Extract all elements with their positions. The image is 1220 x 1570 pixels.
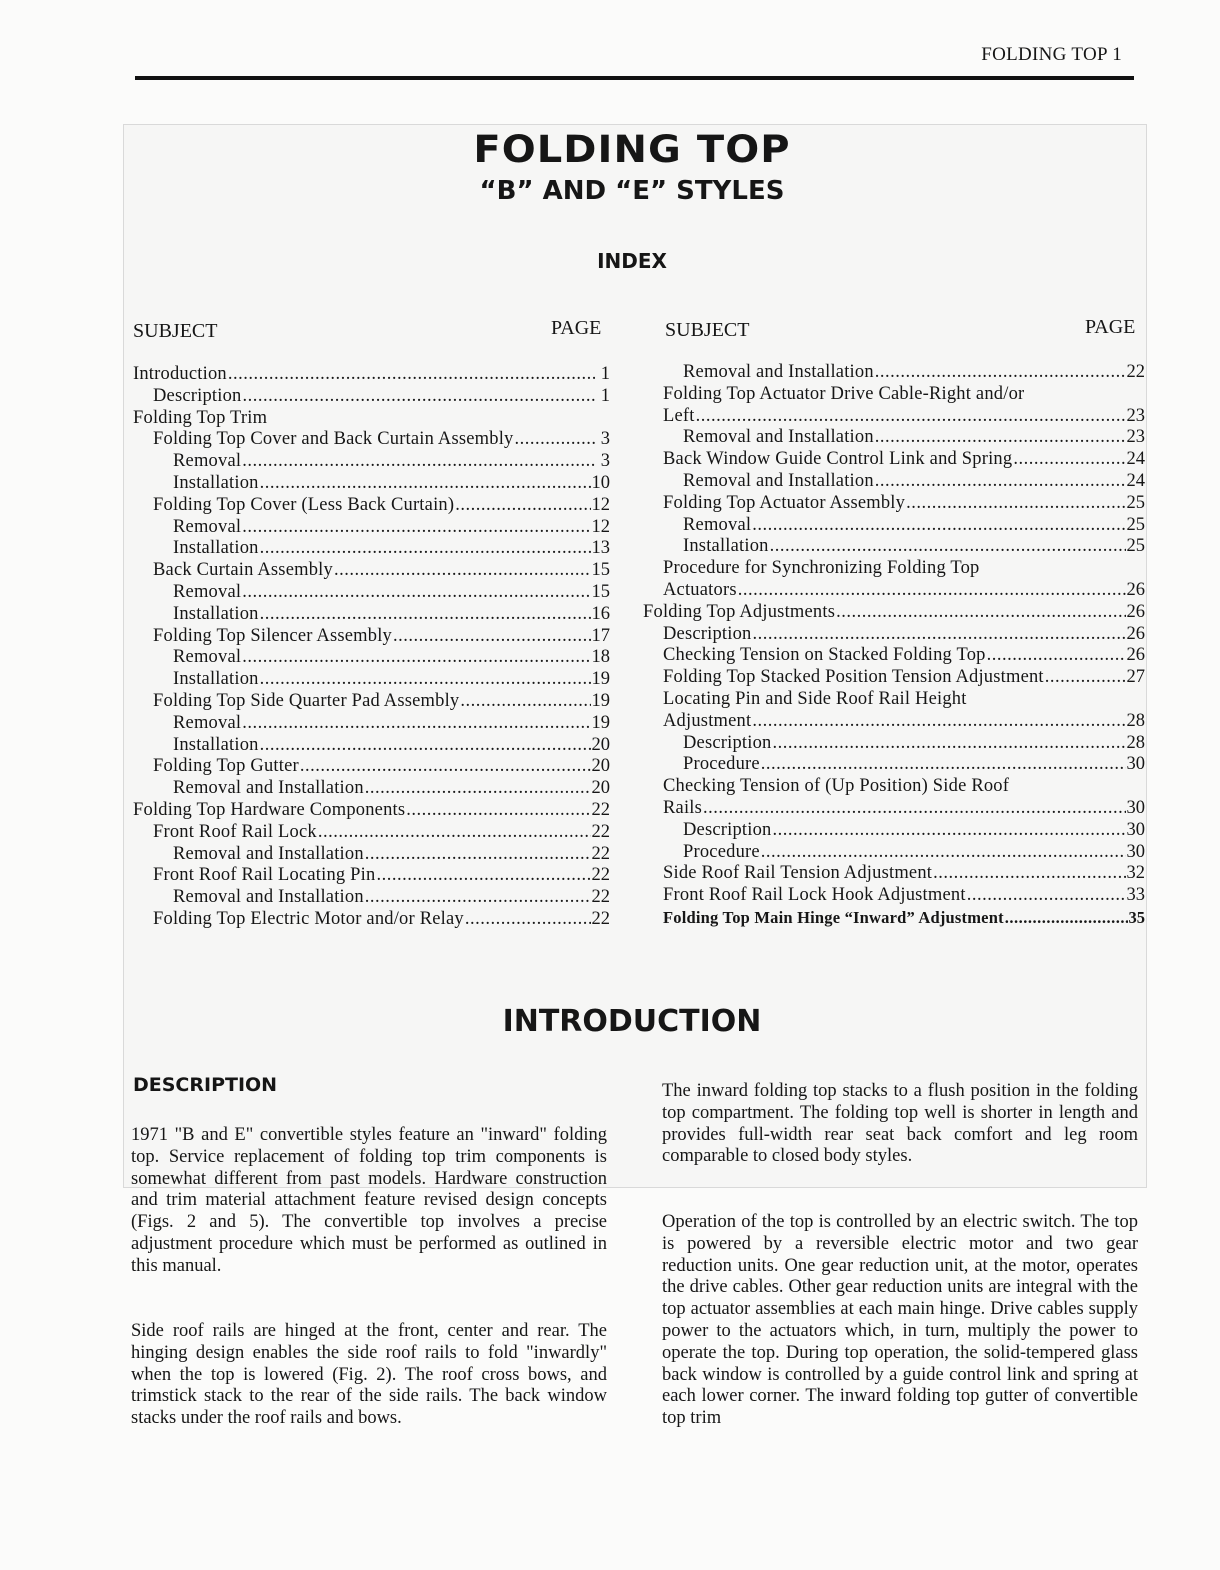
toc-entry-title: Description [153,385,242,406]
toc-entry-title: Description [683,732,772,753]
toc-leader-dots [260,735,591,757]
toc-entry-page: 22 [591,821,610,842]
toc-entry [133,473,610,495]
toc-entry [643,711,1145,733]
toc-entry [643,624,1145,646]
toc-entry-page: 32 [1126,863,1145,884]
toc-entry-title: Procedure [683,841,760,862]
toc-entry-page: 28 [1126,732,1145,753]
toc-entry-page: 30 [1126,819,1145,840]
toc-entry-title: Removal and Installation [173,887,364,908]
toc-leader-dots [752,711,1125,733]
toc-leader-dots [770,536,1126,558]
toc-leader-dots [773,733,1126,755]
header-rule [135,76,1134,80]
toc-leader-dots [753,624,1126,646]
toc-entry-page: 1 [600,385,610,406]
toc-entry [643,471,1145,493]
introduction-heading: INTRODUCTION [502,1004,762,1039]
toc-entry [133,647,610,669]
toc-entry-page: 22 [591,865,610,886]
toc-entry [643,580,1145,602]
toc-right-column [643,362,1145,929]
toc-entry-title: Installation [173,603,259,624]
toc-entry-title: Removal and Installation [683,470,874,491]
toc-entry [643,406,1145,428]
toc-entry [643,558,1145,580]
toc-entry-title: Procedure for Synchronizing Folding Top [663,558,980,579]
toc-entry-title: Checking Tension of (Up Position) Side Roof [663,776,1010,797]
toc-entry-page: 1 [600,364,610,384]
toc-leader-dots [933,863,1125,885]
toc-entry [643,493,1145,515]
toc-leader-dots [1005,907,1128,929]
page-subtitle: “B” AND “E” STYLES [479,176,785,206]
toc-entry-title: Back Window Guide Control Link and Spring [663,449,1013,470]
toc-entry [133,887,610,909]
toc-entry-title: Folding Top Side Quarter Pad Assembly [153,690,460,711]
toc-entry [133,582,610,604]
toc-entry [133,800,610,822]
right-page-label: PAGE [1085,316,1136,338]
toc-entry-page: 22 [1126,362,1145,382]
toc-entry-page: 19 [591,669,610,690]
intro-paragraph: Side roof rails are hinged at the front, center and rear. The hinging design enables the side roof rails to fold "inwardly" when the top is lowered (Fig. 2). The roof cross bows, and trimstick stack to the rear of the side rails. The back window stacks under the roof rails and bows. [131,1321,607,1429]
toc-entry [133,691,610,713]
toc-entry-page: 22 [591,887,610,908]
intro-paragraph: 1971 "B and E" convertible styles feature an "inward" folding top. Service replacement of folding top trim components is somewhat different from past models. Hardware construction and trim material attachment feature revised design concepts (Figs. 2 and 5). The convertible top involves a precise adjustment procedure which must be performed as outlined in this manual. [131,1125,607,1276]
toc-entry-title: Introduction [133,364,227,384]
toc-entry-title: Procedure [683,754,760,775]
toc-entry-title: Installation [173,472,259,493]
toc-entry [133,909,610,931]
toc-leader-dots [365,887,591,909]
toc-entry [643,776,1145,798]
toc-entry [643,798,1145,820]
toc-entry-title: Removal and Installation [173,778,364,799]
toc-entry [643,754,1145,776]
toc-entry-page: 30 [1126,754,1145,775]
toc-entry-title: Folding Top Adjustments [643,601,836,622]
toc-leader-dots [260,669,591,691]
toc-entry [643,733,1145,755]
toc-entry-page: 30 [1126,841,1145,862]
toc-entry-page: 35 [1128,907,1145,927]
toc-entry-title: Folding Top Main Hinge “Inward” Adjustment [663,907,1004,927]
intro-paragraph: Operation of the top is controlled by an electric switch. The top is powered by a reversible electric motor and two gear reduction units. One gear reduction unit, at the motor, operates the drive cables. Other gear reduction units are integral with the top actuator assemblies at each main hinge. Drive cables supply power to the actuators which, in turn, multiply the power to operate the top. During top operation, the solid-tempered glass back window is controlled by a guide control link and spring at each lower corner. The inward folding top gutter of convertible top trim [662,1212,1138,1429]
toc-entry-title: Folding Top Cover (Less Back Curtain) [153,494,455,515]
toc-entry [133,865,610,887]
toc-leader-dots [761,842,1126,864]
toc-leader-dots [455,495,590,517]
toc-entry-page: 19 [591,690,610,711]
toc-leader-dots [260,538,591,560]
toc-leader-dots [242,582,590,604]
toc-leader-dots [703,798,1125,820]
toc-leader-dots [1013,449,1125,471]
toc-leader-dots [242,647,590,669]
toc-entry-page: 33 [1126,885,1145,906]
toc-entry [133,604,610,626]
toc-entry-page: 22 [591,799,610,820]
page-title: FOLDING TOP [473,128,791,171]
toc-leader-dots [393,626,590,648]
toc-leader-dots [365,778,591,800]
toc-entry-title: Folding Top Cover and Back Curtain Assembly [153,429,514,450]
toc-leader-dots [318,822,591,844]
toc-entry-title: Side Roof Rail Tension Adjustment [663,863,933,884]
toc-entry-title: Installation [173,538,259,559]
toc-entry-page: 25 [1126,536,1145,557]
toc-entry-page: 20 [591,778,610,799]
toc-leader-dots [875,471,1126,493]
toc-entry-title: Back Curtain Assembly [153,560,333,581]
toc-entry-page: 24 [1126,470,1145,491]
toc-entry-page: 12 [591,494,610,515]
toc-entry-title: Removal [683,514,752,535]
intro-paragraph: The inward folding top stacks to a flush position in the folding top compartment. The folding top well is shorter in length and provides full-width rear seat back comfort and leg room comparable to closed body styles. [662,1081,1138,1167]
toc-entry-title: Folding Top Actuator Assembly [663,492,906,513]
toc-entry-page: 23 [1126,405,1145,426]
toc-leader-dots [365,844,591,866]
toc-entry-title: Installation [173,669,259,690]
toc-entry [133,756,610,778]
toc-leader-dots [696,406,1126,428]
left-page-label: PAGE [551,317,602,339]
toc-entry-title: Removal [173,516,242,537]
toc-leader-dots [465,909,591,931]
page-header-label: FOLDING TOP 1 [981,44,1122,65]
toc-entry [643,820,1145,842]
toc-entry [133,429,610,451]
toc-entry-page: 16 [591,603,610,624]
toc-entry-page: 20 [591,756,610,777]
toc-leader-dots [334,560,591,582]
toc-entry [643,842,1145,864]
toc-leader-dots [875,362,1126,384]
toc-leader-dots [1045,667,1126,689]
toc-entry-title: Folding Top Trim [133,407,268,428]
toc-leader-dots [906,493,1125,515]
toc-entry-page: 13 [591,538,610,559]
toc-entry-title: Front Roof Rail Lock Hook Adjustment [663,885,966,906]
toc-entry-page: 3 [600,451,610,472]
toc-entry [133,364,610,386]
toc-entry-page: 15 [591,560,610,581]
toc-leader-dots [260,604,591,626]
toc-entry [133,495,610,517]
toc-entry-title: Left [663,405,695,426]
toc-leader-dots [987,645,1126,667]
toc-entry-page: 26 [1126,645,1145,666]
toc-entry [643,907,1145,929]
toc-entry-page: 25 [1126,492,1145,513]
toc-entry [643,602,1145,624]
toc-entry-title: Folding Top Actuator Drive Cable-Right and/or [663,383,1025,404]
toc-entry [643,885,1145,907]
toc-entry-page: 3 [600,429,610,450]
toc-entry [133,408,610,430]
toc-entry-page: 15 [591,581,610,602]
toc-entry-page: 12 [591,516,610,537]
toc-entry [643,645,1145,667]
toc-leader-dots [228,364,595,386]
toc-leader-dots [242,517,590,539]
toc-entry-page: 30 [1126,797,1145,818]
toc-entry-page: 26 [1126,579,1145,600]
toc-entry-title: Folding Top Electric Motor and/or Relay [153,908,464,929]
toc-entry [643,536,1145,558]
toc-entry-title: Removal [173,581,242,602]
left-subject-label: SUBJECT [133,320,218,342]
toc-entry-title: Rails [663,797,703,818]
right-subject-label: SUBJECT [665,319,750,341]
toc-entry [643,384,1145,406]
toc-entry-title: Removal and Installation [683,427,874,448]
toc-leader-dots [761,754,1126,776]
toc-leader-dots [967,885,1126,907]
toc-entry-title: Folding Top Hardware Components [133,799,406,820]
toc-entry-page: 26 [1126,601,1145,622]
toc-entry-title: Description [683,819,772,840]
toc-entry-title: Locating Pin and Side Roof Rail Height [663,688,967,709]
toc-entry-title: Folding Top Gutter [153,756,299,777]
toc-entry-page: 18 [591,647,610,668]
toc-entry-page: 28 [1126,710,1145,731]
toc-entry-title: Checking Tension on Stacked Folding Top [663,645,986,666]
toc-entry-title: Installation [683,536,769,557]
toc-entry-title: Folding Top Silencer Assembly [153,625,393,646]
toc-entry-title: Installation [173,734,259,755]
toc-leader-dots [752,515,1125,537]
toc-entry-title: Front Roof Rail Locating Pin [153,865,376,886]
index-heading: INDEX [597,249,667,273]
toc-entry-title: Removal [173,647,242,668]
toc-entry-page: 27 [1126,667,1145,688]
toc-entry-page: 22 [591,908,610,929]
toc-entry [133,822,610,844]
toc-entry [643,427,1145,449]
toc-entry-page: 19 [591,712,610,733]
toc-leader-dots [836,602,1125,624]
toc-entry [133,626,610,648]
toc-entry [133,538,610,560]
toc-entry-page: 25 [1126,514,1145,535]
toc-leader-dots [406,800,590,822]
toc-entry [133,735,610,757]
toc-entry-title: Removal and Installation [173,843,364,864]
toc-entry-title: Description [663,623,752,644]
description-heading: DESCRIPTION [133,1074,278,1096]
toc-entry-title: Front Roof Rail Lock [153,821,317,842]
toc-leader-dots [460,691,590,713]
toc-entry-title: Removal and Installation [683,362,874,382]
toc-entry-page: 10 [591,472,610,493]
toc-entry [643,863,1145,885]
toc-leader-dots [738,580,1126,602]
toc-entry-page: 17 [591,625,610,646]
toc-entry-page: 24 [1126,449,1145,470]
toc-entry [133,386,610,408]
toc-leader-dots [773,820,1126,842]
toc-entry [133,713,610,735]
toc-entry [643,362,1145,384]
toc-entry [133,669,610,691]
toc-leader-dots [300,756,591,778]
toc-entry [133,517,610,539]
toc-entry [133,778,610,800]
toc-entry [643,689,1145,711]
toc-leader-dots [242,451,595,473]
toc-leader-dots [875,427,1126,449]
toc-entry-page: 23 [1126,427,1145,448]
toc-leader-dots [242,713,590,735]
toc-leader-dots [515,429,596,451]
toc-entry-page: 26 [1126,623,1145,644]
toc-entry-title: Removal [173,451,242,472]
toc-left-column [133,364,610,931]
toc-entry-title: Actuators [663,579,737,600]
toc-entry [643,667,1145,689]
toc-entry [133,451,610,473]
toc-entry [643,515,1145,537]
toc-leader-dots [243,386,595,408]
toc-entry-title: Adjustment [663,710,752,731]
toc-entry-page: 20 [591,734,610,755]
toc-leader-dots [260,473,591,495]
toc-entry [133,560,610,582]
toc-entry-title: Removal [173,712,242,733]
toc-leader-dots [376,865,590,887]
toc-entry-title: Folding Top Stacked Position Tension Adjustment [663,667,1044,688]
toc-entry-page: 22 [591,843,610,864]
toc-entry [643,449,1145,471]
toc-entry [133,844,610,866]
